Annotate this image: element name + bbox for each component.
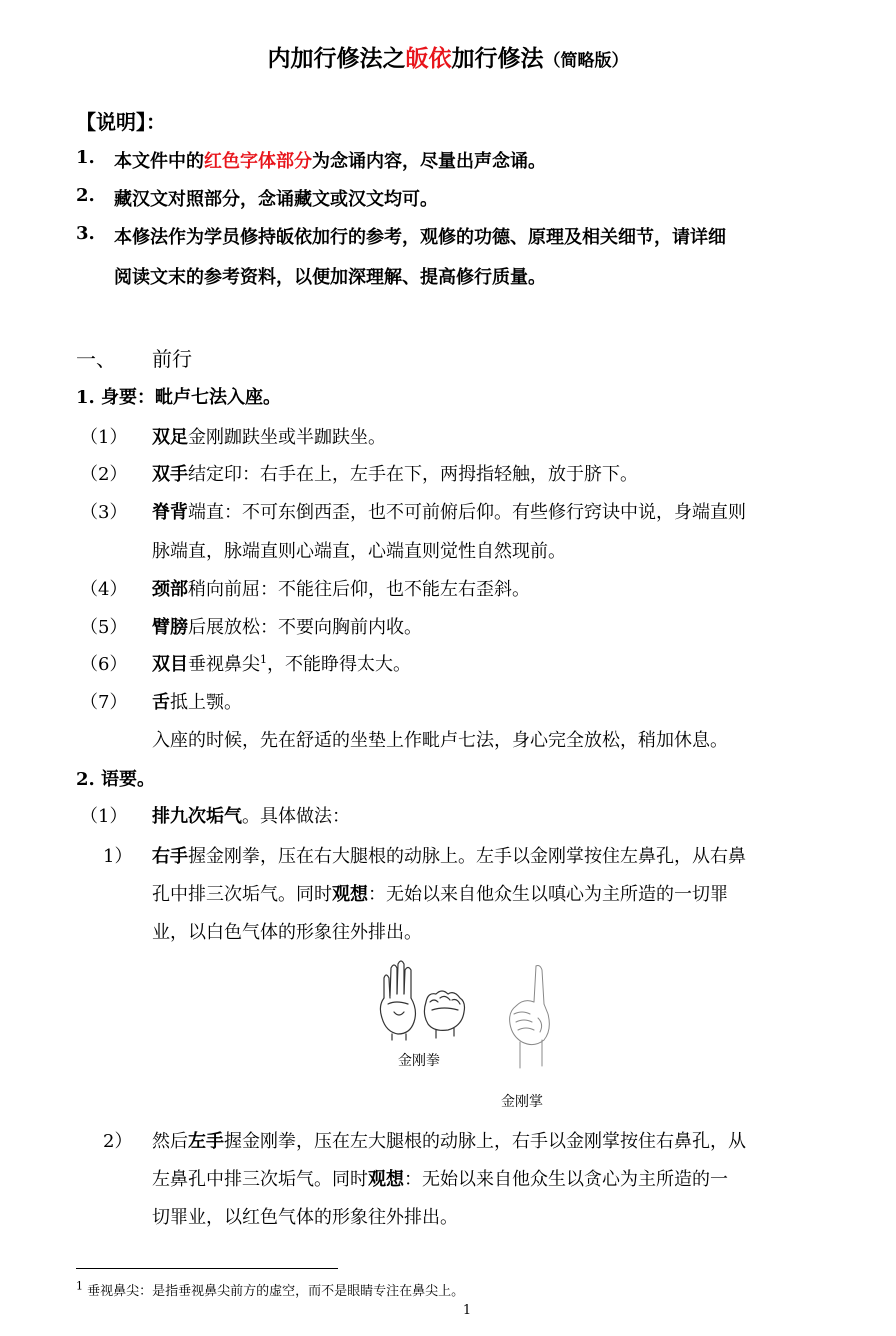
subsection-heading: 1. 身要：毗卢七法入座。 [76,387,282,408]
step-line: 切罪业，以红色气体的形象往外排出。 [152,1207,458,1228]
item-keyword: 双目 [152,654,188,675]
step-text: 握金刚拳，压在左大腿根的动脉上，右手以金刚掌按住右鼻孔，从 [224,1131,746,1152]
vajra-palm-illustration [500,962,560,1074]
item-text: 端直：不可东倒西歪，也不可前俯后仰。有些修行窍诀中说，身端直则 [188,502,746,523]
note-number: 3. [76,223,95,244]
item-text: 结定印：右手在上，左手在下，两拇指轻触，放于脐下。 [188,464,638,485]
notes-heading: 【说明】： [76,110,166,134]
item-number: （2） [80,464,128,485]
section-number: 一、 [76,347,116,371]
section-title: 前行 [152,347,192,371]
item-keyword: 双手 [152,464,188,485]
step-text: 左鼻孔中排三次垢气。同时 [152,1169,368,1190]
step-keyword: 右手 [152,846,188,867]
posture-item [152,460,638,486]
footnote-ref[interactable]: 1 [260,653,267,666]
item-text: 金刚跏趺坐或半跏趺坐。 [188,427,386,448]
step-line [152,1165,728,1191]
step-keyword: 左手 [188,1131,224,1152]
body-summary: 入座的时候，先在舒适的坐垫上作毗卢七法，身心完全放松，稍加休息。 [152,730,728,751]
item-text: 后展放松：不要向胸前内收。 [188,617,422,638]
posture-item [152,498,746,524]
item-number: （5） [80,617,128,638]
item-keyword: 排九次垢气 [152,806,242,827]
item-keyword: 双足 [152,427,188,448]
posture-item-cont: 脉端直，脉端直则心端直，心端直则觉性自然现前。 [152,541,566,562]
title-part: 加行修法 [451,46,544,72]
step-text: ：无始以来自他众生以嗔心为主所造的一切罪 [368,884,728,905]
note-item [114,147,546,173]
item-text: 。具体做法： [242,806,350,827]
caption-vajra-fist: 金刚拳 [398,1053,440,1069]
posture-item [152,650,411,676]
subsection-heading: 2. 语要。 [76,769,156,790]
step-number: 1） [103,846,133,867]
note-item: 本修法作为学员修持皈依加行的参考，观修的功德、原理及相关细节，请详细 [114,227,726,248]
item-keyword: 颈部 [152,579,188,600]
item-number: （3） [80,502,128,523]
title-edition: （简略版） [543,51,629,71]
item-number: （6） [80,654,128,675]
item-text: 垂视鼻尖 [188,654,260,675]
step-number: 2） [103,1131,133,1152]
item-text: 稍向前屈：不能往后仰，也不能左右歪斜。 [188,579,530,600]
item-text: ，不能睁得太大。 [267,654,411,675]
footnote-number: 1 [76,1279,83,1293]
footnote-text: 垂视鼻尖：是指垂视鼻尖前方的虚空，而不是眼睛专注在鼻尖上。 [87,1284,465,1299]
step-line: 业，以白色气体的形象往外排出。 [152,922,422,943]
note-item-cont: 阅读文末的参考资料，以便加深理解、提高修行质量。 [114,267,546,288]
item-keyword: 舌 [152,692,170,713]
step-line [152,1127,746,1153]
step-line [152,880,728,906]
step-line [152,842,746,868]
item-number: （1） [80,806,128,827]
posture-item [152,575,530,601]
step-text: 握金刚拳，压在右大腿根的动脉上。左手以金刚掌按住左鼻孔，从右鼻 [188,846,746,867]
page-title [0,40,896,73]
step-text: ：无始以来自他众生以贪心为主所造的一 [404,1169,728,1190]
vajra-fist-illustration [374,958,474,1042]
item-number: （7） [80,692,128,713]
item-text: 抵上颚。 [170,692,242,713]
posture-item [152,423,386,449]
step-keyword: 观想 [368,1169,404,1190]
title-red-part: 皈依 [405,46,452,72]
note-number: 2. [76,185,95,206]
item-keyword: 脊背 [152,502,188,523]
note-text: 本文件中的 [114,151,204,172]
step-text: 然后 [152,1131,188,1152]
item-number: （1） [80,427,128,448]
caption-vajra-palm: 金刚掌 [501,1094,543,1110]
title-part: 内加行修法之 [267,46,406,72]
posture-item [152,613,422,639]
note-number: 1. [76,147,95,168]
footnote-divider [76,1268,338,1269]
note-item: 藏汉文对照部分，念诵藏文或汉文均可。 [114,189,438,210]
step-keyword: 观想 [332,884,368,905]
note-text: 为念诵内容，尽量出声念诵。 [312,151,546,172]
speech-item [152,802,350,828]
page-number: 1 [462,1303,472,1318]
posture-item [152,688,242,714]
step-text: 孔中排三次垢气。同时 [152,884,332,905]
item-keyword: 臂膀 [152,617,188,638]
footnote [76,1280,464,1299]
item-number: （4） [80,579,128,600]
note-red-text: 红色字体部分 [204,151,312,172]
